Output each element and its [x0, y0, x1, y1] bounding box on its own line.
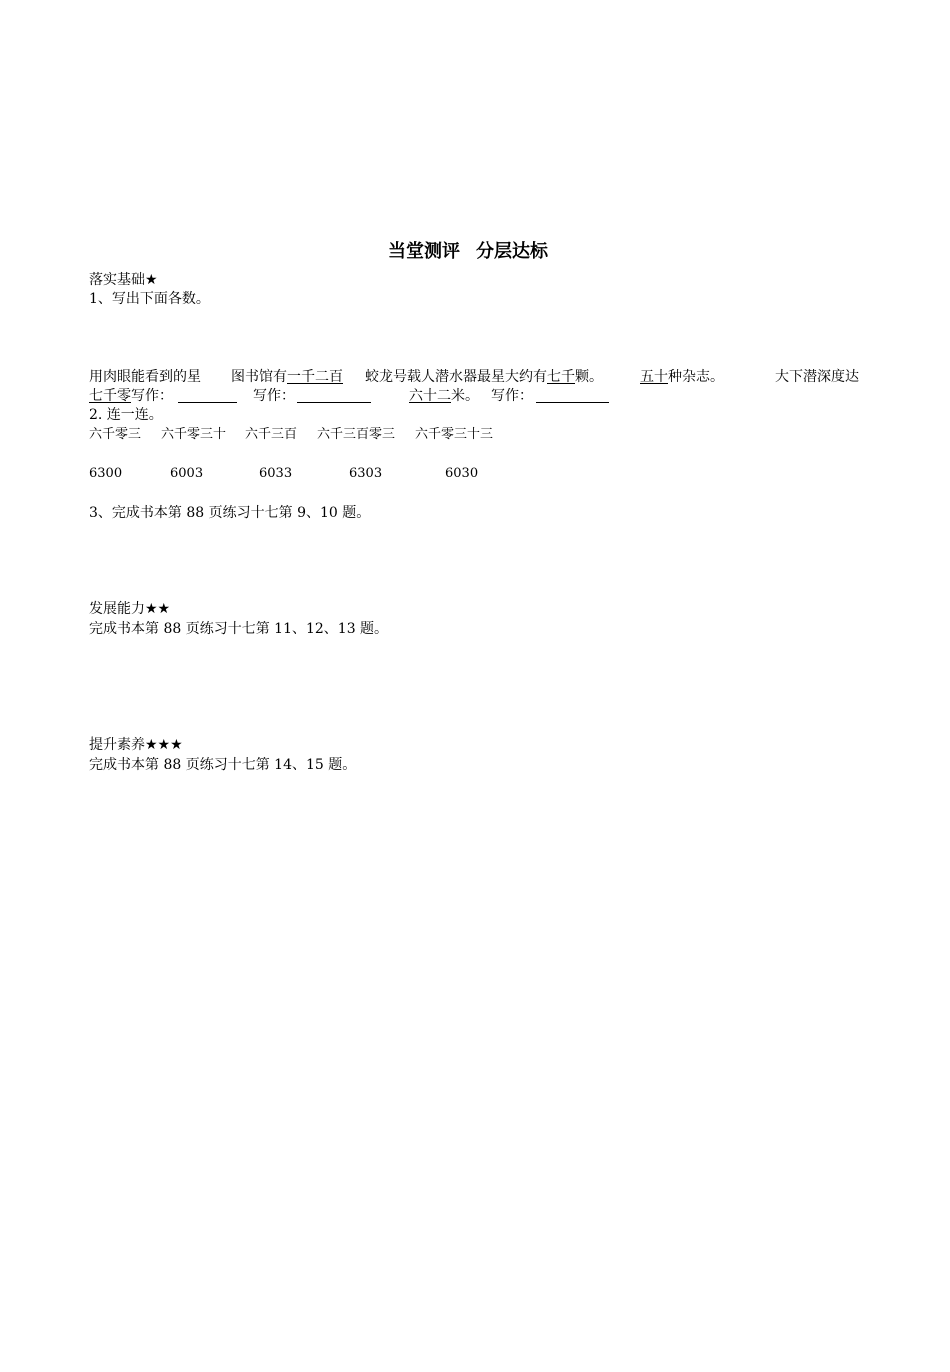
- match-word[interactable]: 六千零三十三: [415, 427, 494, 442]
- question-3-label: 3、完成书本第 88 页练习十七第 9、10 题。: [89, 505, 371, 521]
- match-word[interactable]: 六千三百: [245, 427, 298, 442]
- match-number[interactable]: 6003: [170, 466, 204, 481]
- page-title: [388, 241, 548, 263]
- answer-blank[interactable]: [297, 388, 371, 403]
- q1-col3-line1: 蛟龙号载人潜水器最星大约有七千颗。: [365, 369, 603, 385]
- q1-col4-line2: 写作：: [491, 388, 533, 404]
- question-2-label: 2. 连一连。: [89, 407, 163, 423]
- match-number[interactable]: 6033: [259, 466, 293, 481]
- section-heading-basic: 落实基础★: [89, 272, 158, 288]
- star-icon: ★★★: [145, 737, 183, 753]
- match-word[interactable]: 六千零三: [89, 427, 142, 442]
- underlined-number-words: 六十二: [409, 388, 451, 404]
- match-number[interactable]: 6300: [89, 466, 123, 481]
- q1-col1-line2: 七千零写作：: [89, 388, 173, 404]
- answer-blank[interactable]: [536, 388, 609, 403]
- underlined-number-words: 七千零: [89, 388, 131, 404]
- star-icon: ★★: [145, 601, 171, 617]
- match-word[interactable]: 六千三百零三: [317, 427, 396, 442]
- section-2-text: 完成书本第 88 页练习十七第 11、12、13 题。: [89, 621, 389, 637]
- star-icon: ★: [145, 272, 158, 288]
- title-part2: 分层达标: [476, 241, 548, 262]
- question-1-label: 1、写出下面各数。: [89, 291, 210, 307]
- q1-col5-line1: 五十种杂志。: [640, 369, 724, 385]
- q1-col2-line2: 写作：: [253, 388, 295, 404]
- section-3-text: 完成书本第 88 页练习十七第 14、15 题。: [89, 757, 357, 773]
- underlined-number-words: 七千: [547, 369, 575, 385]
- match-number[interactable]: 6030: [445, 466, 479, 481]
- match-word[interactable]: 六千零三十: [161, 427, 227, 442]
- q1-col1-line1: 用肉眼能看到的星: [89, 369, 201, 385]
- section-heading-literacy: 提升素养★★★: [89, 737, 183, 753]
- q1-col2-line1: 图书馆有一千二百: [231, 369, 343, 385]
- title-part1: 当堂测评: [388, 241, 460, 262]
- answer-blank[interactable]: [178, 388, 237, 403]
- section-heading-ability: 发展能力★★: [89, 601, 171, 617]
- q1-col6-line1: 大下潜深度达: [775, 369, 859, 385]
- underlined-number-words: 一千二百: [287, 369, 343, 385]
- underlined-number-words: 五十: [640, 369, 668, 385]
- q1-col3-line2: 六十二米。: [409, 388, 479, 404]
- match-number[interactable]: 6303: [349, 466, 383, 481]
